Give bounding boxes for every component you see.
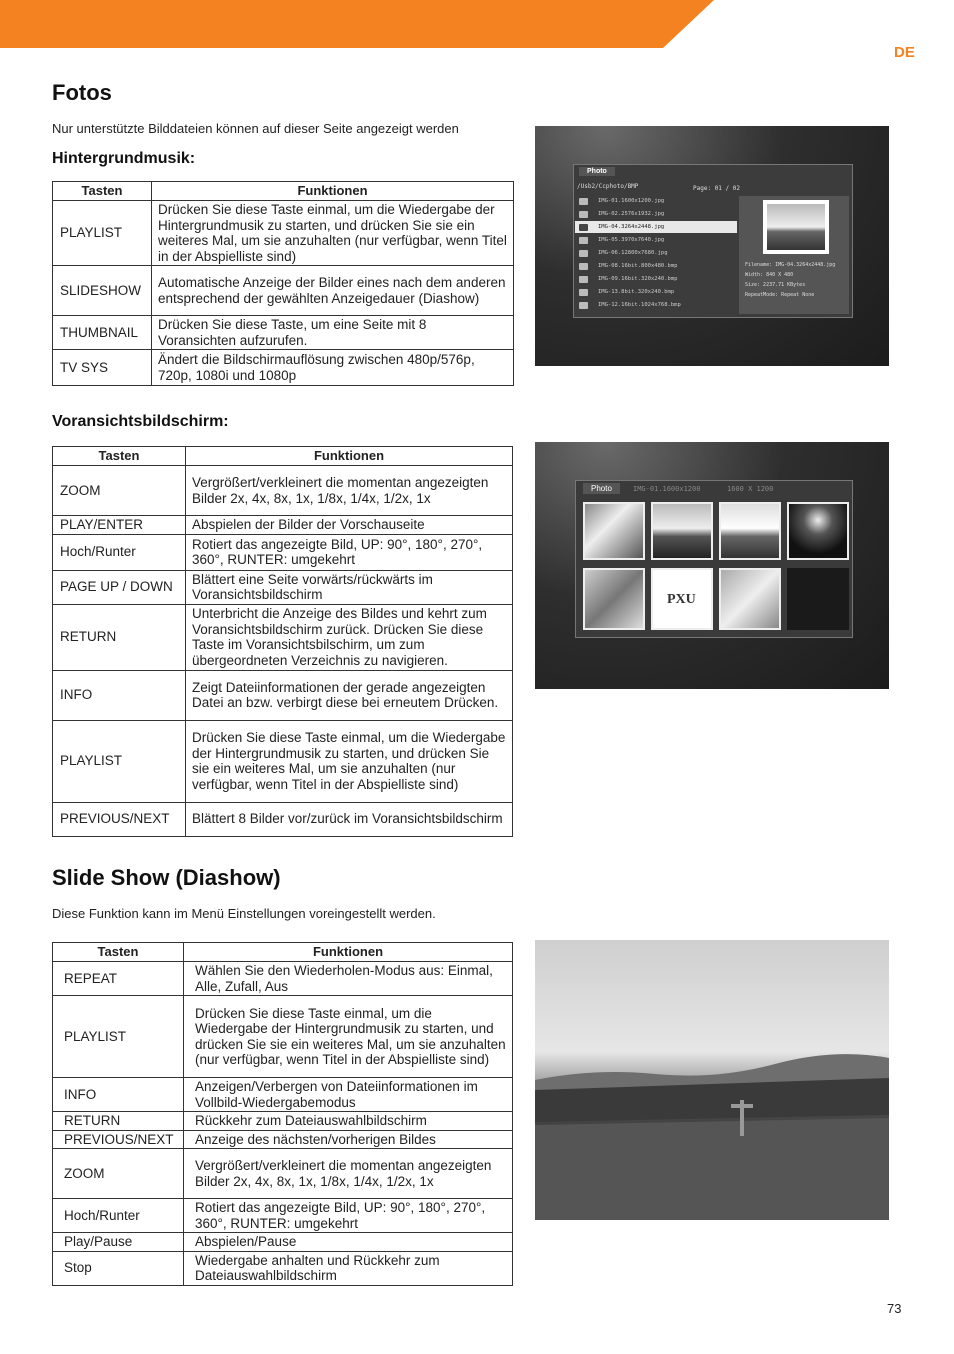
- field: [535, 1118, 889, 1220]
- table-row: [53, 1078, 513, 1112]
- function-cell: Drücken Sie diese Taste einmal, um die Wiedergabe der Hintergrundmusik zu starten, und drücken Sie sie ein weiteres Mal, um sie anzuhalten (nur verfügbar, wenn Titel in der Abspielliste sind): [184, 996, 513, 1078]
- key-cell: PREVIOUS/NEXT: [53, 1130, 184, 1149]
- photo-browser-screenshot: [535, 126, 889, 366]
- key-cell: INFO: [53, 670, 186, 720]
- thumbnail-screenshot: [535, 442, 889, 689]
- function-cell: Rotiert das angezeigte Bild, UP: 90°, 180°, 270°, 360°, RUNTER: umgekehrt: [184, 1199, 513, 1233]
- key-cell: Play/Pause: [53, 1233, 184, 1252]
- key-cell: Stop: [53, 1251, 184, 1285]
- scarecrow-arm: [731, 1104, 753, 1108]
- file-row[interactable]: IMG-01.1600x1200.jpg: [575, 195, 737, 207]
- function-cell: Rückkehr zum Dateiauswahlbildschirm: [184, 1112, 513, 1131]
- function-cell: Unterbricht die Anzeige des Bildes und kehrt zum Voransichtsbildschirm zurück. Drücken Sie diese Taste im Voransichtsbilschirm, um zum übergeordneten Verzeichnis zu navigieren.: [186, 604, 513, 670]
- table-row: [53, 720, 513, 802]
- table-row: [53, 1112, 513, 1131]
- key-cell: RETURN: [53, 1112, 184, 1131]
- table-row: [53, 802, 513, 836]
- file-row[interactable]: IMG-09.16bit.320x240.bmp: [575, 273, 737, 285]
- function-cell: Vergrößert/verkleinert die momentan angezeigten Bilder 2x, 4x, 8x, 1x, 1/8x, 1/4x, 1/2x, 1x: [184, 1149, 513, 1199]
- header-orange-bar: [0, 0, 714, 48]
- section-title-fotos: Fotos: [52, 80, 112, 105]
- page-indicator: Page: 01 / 02: [693, 185, 740, 192]
- key-cell: PAGE UP / DOWN: [53, 570, 186, 604]
- table-row: [53, 201, 514, 266]
- thumbnail-4[interactable]: [787, 502, 849, 560]
- table-row: [53, 1149, 513, 1199]
- thumbnail-1[interactable]: [583, 502, 645, 560]
- key-cell: PLAYLIST: [53, 996, 184, 1078]
- function-cell: Zeigt Dateiinformationen der gerade angezeigten Datei an bzw. verbirgt diese bei erneutem Drücken.: [186, 670, 513, 720]
- info-width: Width: 840 X 480: [745, 272, 794, 278]
- table-header-keys: Tasten: [53, 182, 152, 201]
- page-number: 73: [887, 1301, 902, 1316]
- table-row: [53, 962, 513, 996]
- key-cell: PLAYLIST: [53, 201, 152, 266]
- thumbnail-empty: [787, 568, 849, 630]
- table-row: [53, 996, 513, 1078]
- bg-music-table: [52, 181, 514, 386]
- function-cell: Anzeige des nächsten/vorherigen Bildes: [184, 1130, 513, 1149]
- file-row[interactable]: IMG-06.12800x7680.jpg: [575, 247, 737, 259]
- function-cell: Abspielen der Bilder der Vorschauseite: [186, 516, 513, 535]
- info-size: Size: 2237.71 KBytes: [745, 282, 806, 288]
- table-header-functions: Funktionen: [184, 943, 513, 962]
- function-cell: Anzeigen/Verbergen von Dateiinformationen im Vollbild-Wiedergabemodus: [184, 1078, 513, 1112]
- file-row[interactable]: IMG-13.8bit.320x240.bmp: [575, 286, 737, 298]
- table-row: [53, 516, 513, 535]
- thumbnail-2[interactable]: [651, 502, 713, 560]
- function-cell: Drücken Sie diese Taste, um eine Seite mit 8 Voransichten aufzurufen.: [152, 316, 514, 350]
- preview-heading: Voransichtsbildschirm:: [52, 413, 229, 430]
- info-repeat: RepeatMode: Repeat None: [745, 292, 815, 298]
- key-cell: REPEAT: [53, 962, 184, 996]
- table-row: [53, 1233, 513, 1252]
- fotos-intro: Nur unterstützte Bilddateien können auf dieser Seite angezeigt werden: [52, 121, 459, 136]
- function-cell: Blättert eine Seite vorwärts/rückwärts im Voransichtsbildschirm: [186, 570, 513, 604]
- key-cell: SLIDESHOW: [53, 266, 152, 316]
- table-header-keys: Tasten: [53, 447, 186, 466]
- photo-file-icon: [579, 250, 588, 257]
- table-header-functions: Funktionen: [152, 182, 514, 201]
- preview-pane: [739, 196, 849, 314]
- key-cell: ZOOM: [53, 466, 186, 516]
- function-cell: Abspielen/Pause: [184, 1233, 513, 1252]
- key-cell: ZOOM: [53, 1149, 184, 1199]
- table-row: [53, 350, 514, 386]
- key-cell: PREVIOUS/NEXT: [53, 802, 186, 836]
- slideshow-table: [52, 942, 513, 1286]
- thumbnail-3[interactable]: [719, 502, 781, 560]
- table-row: [53, 1251, 513, 1285]
- photo-file-icon: [579, 237, 588, 244]
- key-cell: TV SYS: [53, 350, 152, 386]
- photo-file-icon: [579, 198, 588, 205]
- thumbnail-6[interactable]: [651, 568, 713, 630]
- function-cell: Wiedergabe anhalten und Rückkehr zum Dateiauswahlbildschirm: [184, 1251, 513, 1285]
- key-cell: Hoch/Runter: [53, 1199, 184, 1233]
- section-title-slideshow: Slide Show (Diashow): [52, 865, 281, 890]
- function-cell: Drücken Sie diese Taste einmal, um die Wiedergabe der Hintergrundmusik zu starten, und drücken Sie sie ein weiteres Mal, um sie anzuhalten (nur verfügbar, wenn Titel in der Abspielliste sind): [186, 720, 513, 802]
- photo-tab: Photo: [583, 483, 620, 494]
- file-row[interactable]: IMG-05.3970x7640.jpg: [575, 234, 737, 246]
- function-cell: Vergrößert/verkleinert die momentan angezeigten Bilder 2x, 4x, 8x, 1x, 1/8x, 1/4x, 1/2x, 1x: [186, 466, 513, 516]
- landscape-photo: [535, 940, 889, 1220]
- key-cell: PLAY/ENTER: [53, 516, 186, 535]
- key-cell: PLAYLIST: [53, 720, 186, 802]
- table-row: [53, 1199, 513, 1233]
- key-cell: RETURN: [53, 604, 186, 670]
- function-cell: Drücken Sie diese Taste einmal, um die Wiedergabe der Hintergrundmusik zu starten, und drücken Sie sie ein weiteres Mal, um sie anzuhalten (nur verfügbar, wenn Titel in der Abspielliste sind): [152, 201, 514, 266]
- table-row: [53, 1130, 513, 1149]
- current-file: IMG-01.1600x1200: [633, 485, 701, 493]
- table-row: [53, 466, 513, 516]
- function-cell: Automatische Anzeige der Bilder eines nach dem anderen entsprechend der gewählten Anzeigedauer (Diashow): [152, 266, 514, 316]
- file-row-selected[interactable]: IMG-04.3264x2448.jpg: [575, 221, 737, 233]
- slideshow-intro: Diese Funktion kann im Menü Einstellungen voreingestellt werden.: [52, 906, 436, 921]
- table-row: [53, 604, 513, 670]
- thumbnail-7[interactable]: [719, 568, 781, 630]
- photo-file-icon: [579, 276, 588, 283]
- file-row[interactable]: IMG-12.16bit.1024x768.bmp: [575, 299, 737, 311]
- table-header-functions: Funktionen: [186, 447, 513, 466]
- key-cell: THUMBNAIL: [53, 316, 152, 350]
- table-row: [53, 670, 513, 720]
- table-row: [53, 316, 514, 350]
- thumbnail-5[interactable]: [583, 568, 645, 630]
- file-row[interactable]: IMG-02.2576x1932.jpg: [575, 208, 737, 220]
- photo-tab: Photo: [579, 167, 615, 176]
- table-row: [53, 534, 513, 570]
- function-cell: Blättert 8 Bilder vor/zurück im Voransichtsbildschirm: [186, 802, 513, 836]
- preview-table: [52, 446, 513, 837]
- info-filename: Filename: IMG-04.3264x2448.jpg: [745, 262, 836, 268]
- photo-file-icon: [579, 211, 588, 218]
- table-row: [53, 570, 513, 604]
- table-row: [53, 266, 514, 316]
- bg-music-heading: Hintergrundmusik:: [52, 150, 196, 167]
- file-row[interactable]: IMG-08.16bit.800x480.bmp: [575, 260, 737, 272]
- photo-file-icon: [579, 224, 588, 231]
- slideshow-image: [535, 940, 889, 1220]
- table-header-keys: Tasten: [53, 943, 184, 962]
- photo-file-icon: [579, 302, 588, 309]
- key-cell: Hoch/Runter: [53, 534, 186, 570]
- function-cell: Ändert die Bildschirmauflösung zwischen 480p/576p, 720p, 1080i und 1080p: [152, 350, 514, 386]
- pxu-logo: PXU: [667, 592, 696, 607]
- function-cell: Wählen Sie den Wiederholen-Modus aus: Einmal, Alle, Zufall, Aus: [184, 962, 513, 996]
- key-cell: INFO: [53, 1078, 184, 1112]
- language-tag: DE: [894, 44, 915, 61]
- function-cell: Rotiert das angezeigte Bild, UP: 90°, 180°, 270°, 360°, RUNTER: umgekehrt: [186, 534, 513, 570]
- folder-path: /Usb2/Ccphoto/BMP: [577, 183, 639, 190]
- photo-file-icon: [579, 263, 588, 270]
- photo-file-icon: [579, 289, 588, 296]
- preview-thumbnail: [763, 200, 829, 254]
- current-resolution: 1600 X 1200: [727, 485, 774, 493]
